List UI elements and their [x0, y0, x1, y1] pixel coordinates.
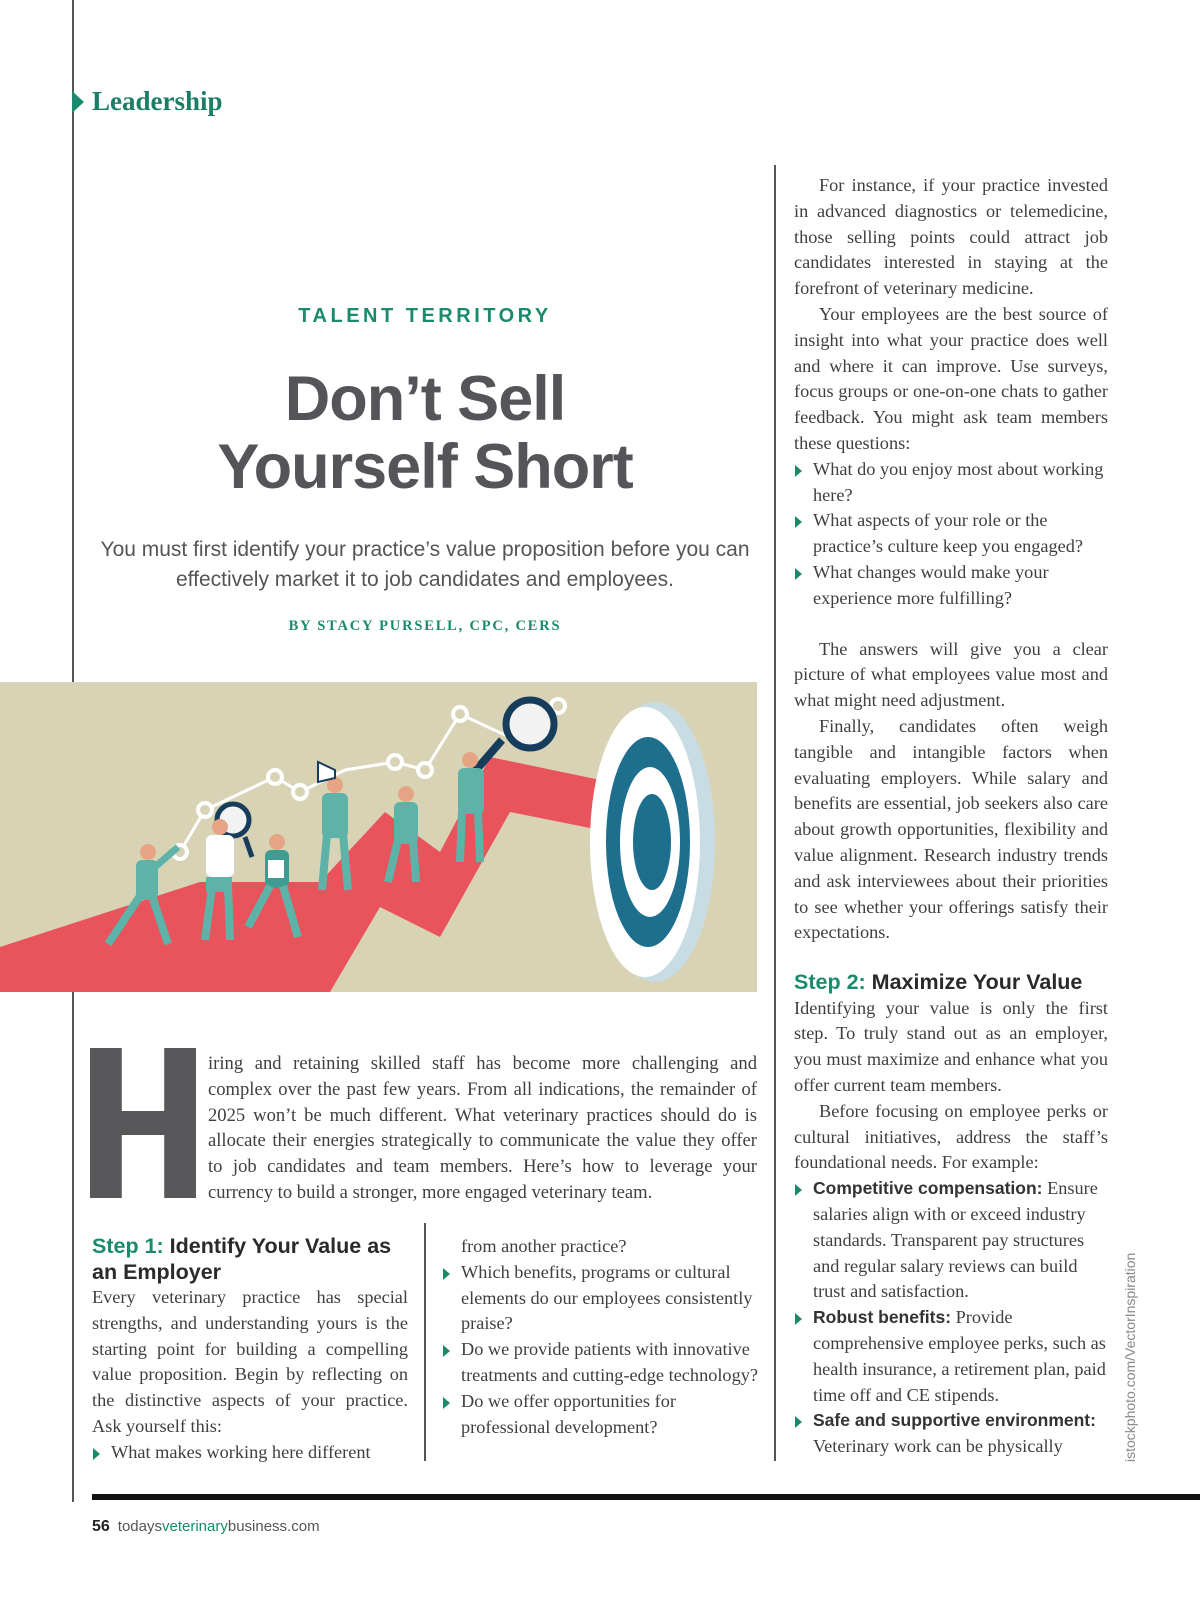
bullet-text: Do we provide patients with innovative treatments and cutting-edge technology? — [461, 1339, 758, 1385]
site-part-3: business.com — [227, 1518, 320, 1535]
target-icon — [590, 702, 715, 982]
bullet-arrow-icon — [443, 1397, 450, 1409]
bullet-text: Provide comprehensive employee perks, such as health insurance, a retirement plan, paid time off and CE stipends. — [813, 1307, 1106, 1405]
step2-number: Step 2: — [794, 970, 866, 995]
bullet-lead: Competitive compensation: — [813, 1178, 1043, 1199]
step1-number: Step 1: — [92, 1234, 164, 1258]
footer — [92, 1518, 320, 1536]
bullet-text: What do you enjoy most about working here? — [813, 458, 1104, 505]
col3-paragraph-3: The answers will give you a clear picture of what employees value most and what might need adjustment. — [794, 638, 1108, 711]
bullet-text: from another practice? — [461, 1236, 627, 1256]
step1-bullet-2 — [442, 1260, 758, 1337]
headline-line-2: Yourself Short — [217, 432, 633, 502]
bullet-arrow-icon — [795, 516, 802, 528]
page-number: 56 — [92, 1518, 110, 1535]
step1-bullet-1 — [92, 1440, 408, 1466]
step2-paragraph-2: Before focusing on employee perks or cultural initiatives, address the staff’s foundational needs. For example: — [794, 1100, 1108, 1173]
bullet-arrow-icon — [795, 1416, 802, 1428]
bullet-arrow-icon — [93, 1448, 100, 1460]
bullet-text: Which benefits, programs or cultural elements do our employees consistently praise? — [461, 1261, 753, 1334]
bullet-arrow-icon — [795, 465, 802, 477]
column-rule-right — [774, 165, 776, 1461]
bullet-lead: Robust benefits: — [813, 1307, 952, 1328]
step2-bullet-3 — [794, 1408, 1108, 1460]
column-3 — [794, 173, 1108, 1460]
step1-title: Identify Your Value as an Employer — [92, 1234, 392, 1284]
column-1 — [92, 1234, 408, 1466]
step1-bullet-3 — [442, 1337, 758, 1389]
section-triangle-icon — [72, 91, 84, 113]
bullet-text: Do we offer opportunities for professional development? — [461, 1390, 676, 1437]
col3-paragraph-4: Finally, candidates often weigh tangible and intangible factors when evaluating employers. While salary and benefits are essential, job seekers also care about growth opportunities, flexibility and value alignment. Research industry trends and ask interviewees about their priorities to see whether your offerings satisfy their expectations. — [794, 715, 1108, 943]
footer-rule — [92, 1494, 1200, 1500]
bullet-text: Veterinary work can be physically — [813, 1436, 1063, 1457]
question-3 — [794, 560, 1108, 612]
step1-bullet-4 — [442, 1389, 758, 1441]
column-2 — [442, 1234, 758, 1440]
question-2 — [794, 508, 1108, 560]
bullet-arrow-icon — [443, 1268, 450, 1280]
step2-heading — [794, 970, 1108, 996]
bullet-arrow-icon — [795, 1184, 802, 1196]
dek: You must first identify your practice’s value proposition before you can effectively market it to job candidates and employees. — [100, 538, 750, 591]
bullet-arrow-icon — [795, 568, 802, 580]
intro-paragraph: iring and retaining skilled staff has become more challenging and complex over the past few years. From all indications, the remainder of 2025 won’t be much different. What veterinary practices should do is allocate their energies strategically to communicate the value they offer to job candidates and team members. Here’s how to leverage your currency to build a stronger, more engaged veterinary team. — [208, 1053, 757, 1203]
col3-paragraph-2: Your employees are the best source of insight into what your practice does well and where it can improve. Use surveys, focus groups or one-on-one chats to gather feedback. You might ask team members these questions: — [794, 303, 1108, 453]
bullet-text: Ensure salaries align with or exceed industry standards. Transparent pay structures and regular salary reviews can build trust and satisfaction. — [813, 1178, 1098, 1302]
site-part-2: veterinary — [162, 1518, 228, 1535]
step1-bullet-1-continued — [442, 1234, 758, 1260]
question-1 — [794, 457, 1108, 509]
section-label — [72, 86, 223, 117]
growth-target-illustration — [0, 682, 757, 992]
bullet-arrow-icon — [795, 1313, 802, 1325]
step2-title: Maximize Your Value — [871, 970, 1083, 995]
bullet-lead: Safe and supportive environment: — [813, 1410, 1096, 1431]
kicker: TALENT TERRITORY — [298, 305, 552, 327]
site-part-1: todays — [117, 1518, 162, 1535]
bullet-text: What changes would make your experience more fulfilling? — [813, 561, 1049, 608]
bullet-text: What aspects of your role or the practice’s culture keep you engaged? — [813, 510, 1084, 557]
drop-cap-letter — [90, 1048, 196, 1198]
column-rule-middle — [424, 1223, 426, 1461]
bullet-text: What makes working here different — [111, 1441, 371, 1462]
left-margin-rule-lower — [72, 992, 74, 1502]
step2-bullet-2 — [794, 1305, 1108, 1408]
bullet-arrow-icon — [443, 1345, 450, 1357]
section-label-text: Leadership — [92, 86, 223, 116]
step2-paragraph-1: Identifying your value is only the first step. To truly stand out as an employer, you must maximize and enhance what you offer current team members. — [794, 997, 1108, 1095]
byline: BY STACY PURSELL, CPC, CERS — [288, 618, 562, 634]
hero-illustration — [0, 682, 757, 992]
step1-heading — [92, 1234, 408, 1285]
step1-paragraph: Every veterinary practice has special strengths, and understanding yours is the starting point for building a compelling value proposition. Begin by reflecting on the distinctive aspects of your practice. Ask yourself this: — [92, 1287, 408, 1436]
headline-line-1: Don’t Sell — [284, 364, 566, 434]
headline — [88, 365, 762, 501]
col3-paragraph-1: For instance, if your practice invested in advanced diagnostics or telemedicine, those selling points could attract job candidates interested in staying at the forefront of veterinary medicine. — [794, 175, 1108, 299]
photo-credit: istockphoto.com/VectorInspiration — [1122, 1252, 1138, 1462]
step2-bullet-1 — [794, 1176, 1108, 1305]
